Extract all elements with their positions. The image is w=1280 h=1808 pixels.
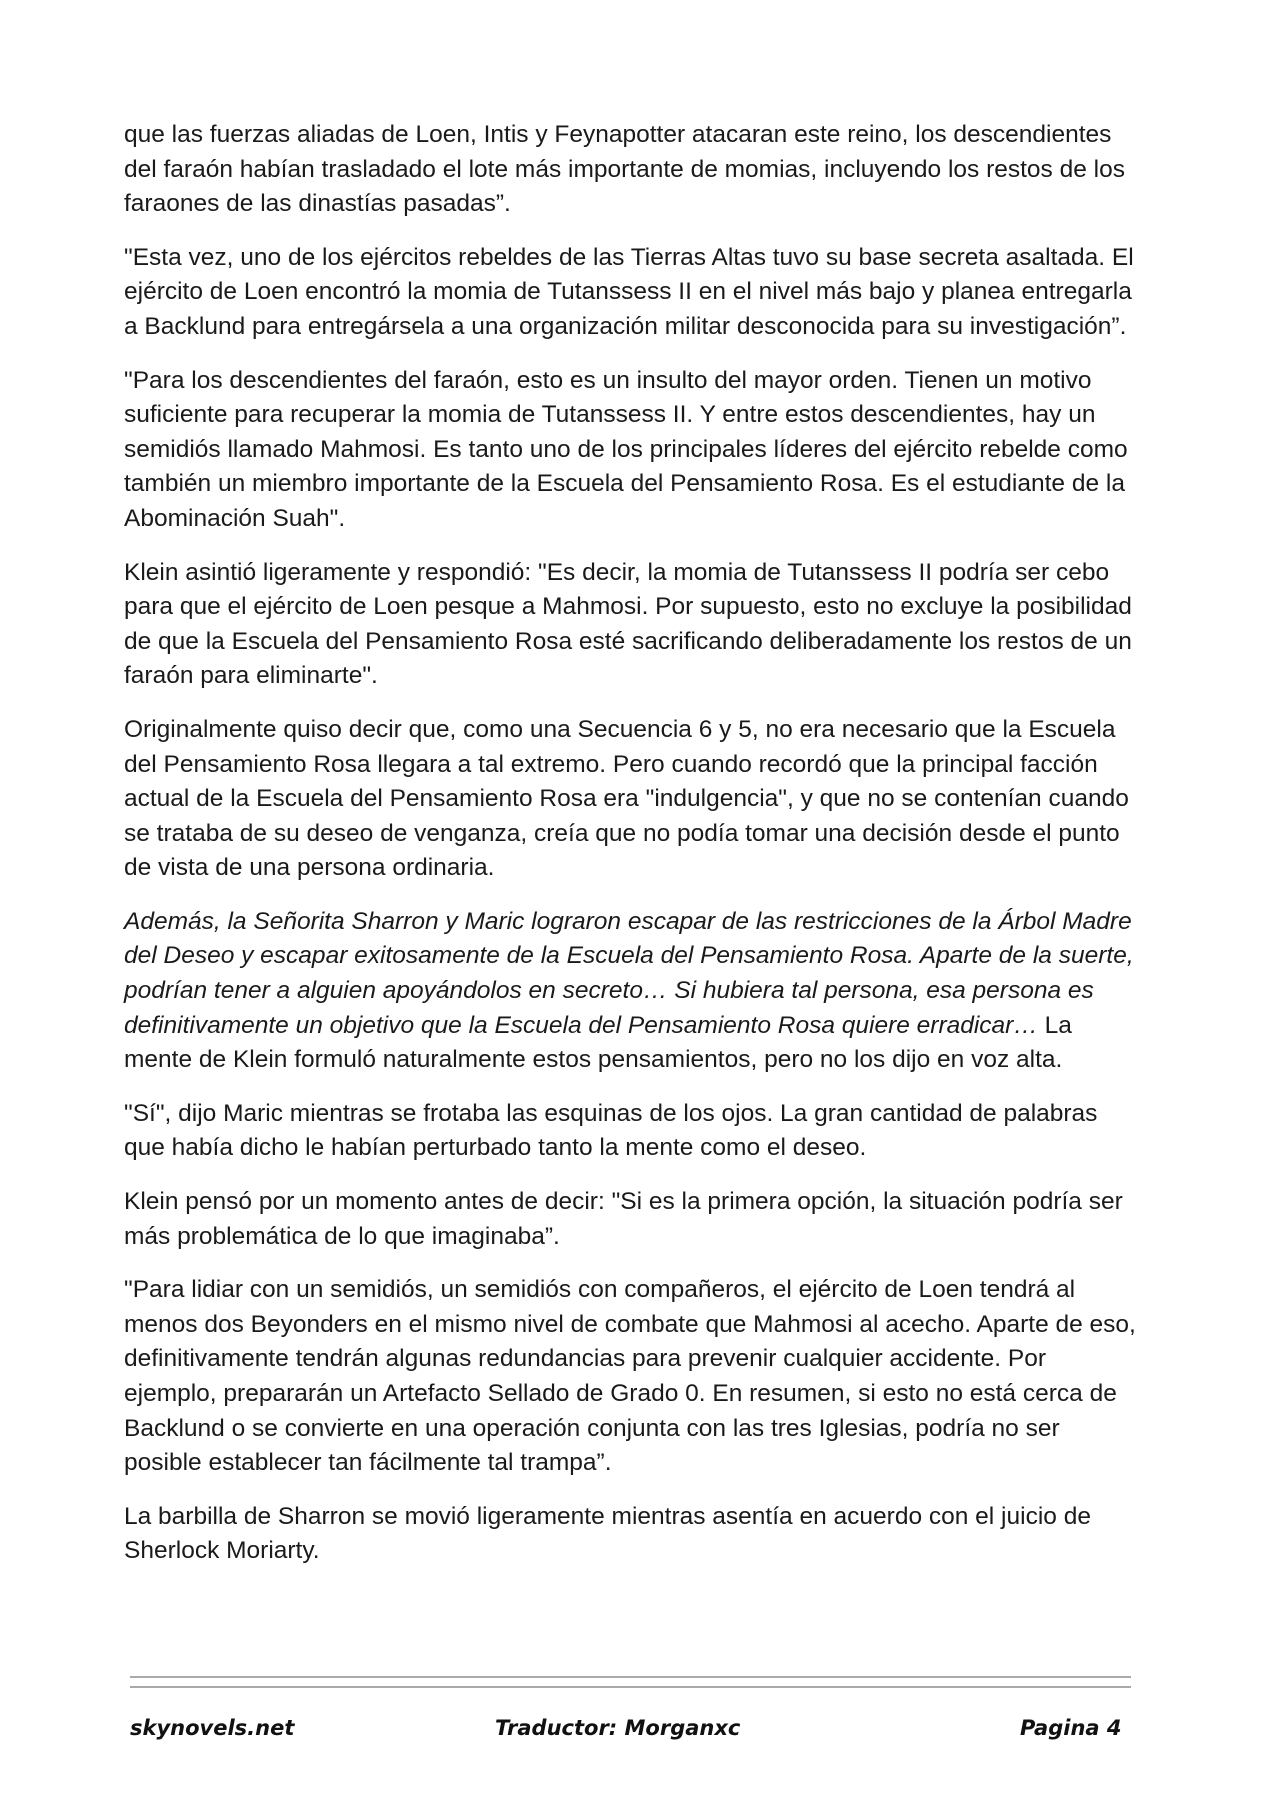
footer-divider-bottom	[130, 1686, 1131, 1688]
paragraph-text: Originalmente quiso decir que, como una Secuencia 6 y 5, no era necesario que la Escuela del Pensamiento Rosa llegara a tal extremo. Pero cuando recordó que la principal facción actual de la Escuela del Pensamiento Rosa era "indulgencia", y que no se contenían cuando se trataba de su deseo de venganza, creía que no podía tomar una decisión desde el punto de vista de una persona ordinaria.	[124, 715, 1129, 882]
italic-thought-text: Además, la Señorita Sharron y Maric lograron escapar de las restricciones de la Árbol Madre del Deseo y escapar exitosamente de la Escuela del Pensamiento Rosa. Aparte de la suerte, podrían tener a alguien apoyándolos en secreto… Si hubiera tal persona, esa persona es definitivamente un objetivo que la Escuela del Pensamiento Rosa quiere erradicar…	[124, 907, 1134, 1039]
paragraph-text: "Esta vez, uno de los ejércitos rebeldes de las Tierras Altas tuvo su base secreta asaltada. El ejército de Loen encontró la momia de Tutanssess II en el nivel más bajo y planea entregarla a Backlund para entregársela a una organización militar desconocida para su investigación”.	[124, 243, 1134, 340]
paragraph-text: "Para los descendientes del faraón, esto es un insulto del mayor orden. Tienen un motivo suficiente para recuperar la momia de Tutanssess II. Y entre estos descendientes, hay un semidiós llamado Mahmosi. Es tanto uno de los principales líderes del ejército rebelde como también un miembro importante de la Escuela del Pensamiento Rosa. Es el estudiante de la Abominación Suah".	[124, 366, 1128, 532]
paragraph	[124, 1097, 1144, 1166]
paragraph	[124, 713, 1144, 886]
paragraph	[124, 1500, 1144, 1569]
paragraph-text: Klein pensó por un momento antes de decir: "Si es la primera opción, la situación podría ser más problemática de lo que imaginaba”.	[124, 1188, 1123, 1250]
paragraph	[124, 118, 1144, 222]
footer-site-name: skynovels.net	[130, 1716, 295, 1740]
paragraph-text: La barbilla de Sharron se movió ligeramente mientras asentía en acuerdo con el juicio de Sherlock Moriarty.	[124, 1502, 1091, 1565]
paragraph-text: La mente de Klein formuló naturalmente estos pensamientos, pero no los dijo en voz alta.	[124, 1011, 1072, 1074]
paragraph	[124, 1185, 1144, 1254]
paragraph	[124, 1273, 1144, 1481]
footer-translator: Traductor: Morganxc	[495, 1716, 741, 1740]
paragraph	[124, 364, 1144, 537]
document-body	[124, 118, 1144, 1588]
footer-divider-top	[130, 1676, 1131, 1678]
paragraph-text: Klein asintió ligeramente y respondió: "Es decir, la momia de Tutanssess II podría ser cebo para que el ejército de Loen pesque a Mahmosi. Por supuesto, esto no excluye la posibilidad de que la Escuela del Pensamiento Rosa esté sacrificando deliberadamente los restos de un faraón para eliminarte".	[124, 558, 1132, 690]
paragraph-text: "Para lidiar con un semidiós, un semidiós con compañeros, el ejército de Loen tendrá al menos dos Beyonders en el mismo nivel de combate que Mahmosi al acecho. Aparte de eso, definitivamente tendrán algunas redundancias para prevenir cualquier accidente. Por ejemplo, prepararán un Artefacto Sellado de Grado 0. En resumen, si esto no está cerca de Backlund o se convierte en una operación conjunta con las tres Iglesias, podría no ser posible establecer tan fácilmente tal trampa”.	[124, 1276, 1136, 1477]
paragraph-text: "Sí", dijo Maric mientras se frotaba las esquinas de los ojos. La gran cantidad de palabras que había dicho le habían perturbado tanto la mente como el deseo.	[124, 1099, 1098, 1162]
paragraph	[124, 556, 1144, 694]
paragraph	[124, 905, 1144, 1078]
paragraph-text: que las fuerzas aliadas de Loen, Intis y Feynapotter atacaran este reino, los descendientes del faraón habían trasladado el lote más importante de momias, incluyendo los restos de los faraones de las dinastías pasadas”.	[124, 121, 1125, 218]
footer-page-number: Pagina 4	[1020, 1716, 1122, 1740]
paragraph	[124, 241, 1144, 345]
